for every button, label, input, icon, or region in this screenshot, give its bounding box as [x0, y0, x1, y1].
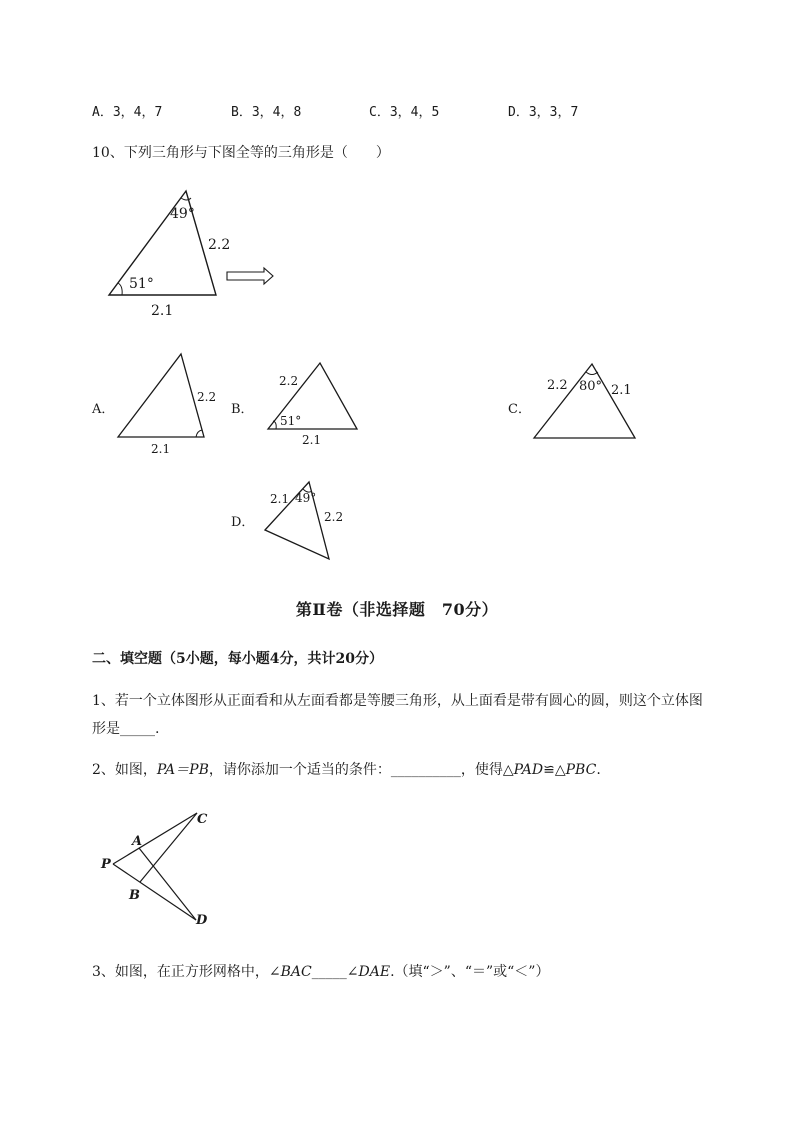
main-angle-top-arc: [181, 198, 191, 200]
choice-c-triangle: [534, 364, 635, 438]
q9-option-b: B．3，4，8: [231, 105, 302, 120]
q3-angle-1: BAC: [280, 964, 312, 980]
choice-c-side-left: 2.2: [547, 378, 568, 393]
q10-choice-b-figure: [260, 355, 370, 450]
q10-main-figure: [100, 180, 290, 325]
q3-question: [92, 961, 549, 981]
q2-prefix: 2、如图，: [92, 762, 157, 778]
q2-triangle-1: PAD: [513, 762, 544, 778]
main-angle-top-label: 49°: [170, 206, 195, 222]
q1-line1: 1、若一个立体图形从正面看和从左面看都是等腰三角形，从上面看是带有圆心的圆，则这个立体图: [92, 693, 703, 709]
q10-choice-d-figure: [258, 475, 358, 565]
q3-end: .（填“＞”、“＝”或“＜”）: [390, 964, 550, 980]
line-b-c: [140, 813, 197, 882]
q10-choice-d-label: D．: [231, 515, 255, 530]
q2-mid: ，请你添加一个适当的条件：__________，使得△: [208, 762, 514, 778]
point-p-label: P: [101, 857, 111, 872]
q3-angle-2: DAE: [358, 964, 391, 980]
choice-b-side-bottom: 2.1: [302, 433, 322, 447]
main-triangle: [109, 191, 216, 295]
choice-a-angle-arc: [196, 430, 202, 437]
q2-figure: [95, 805, 225, 935]
q2-condition: PA＝PB: [156, 762, 209, 778]
q9-option-d: D．3，3，7: [508, 105, 579, 120]
q3-prefix: 3、如图，在正方形网格中，∠: [92, 964, 281, 980]
double-arrow: [227, 268, 273, 284]
q10-choice-a-label: A．: [92, 402, 115, 417]
q2-end: .: [596, 762, 601, 778]
fill-in-section-title: 二、填空题（5小题，每小题4分，共计20分）: [92, 651, 383, 667]
q10-choice-c-label: C．: [508, 402, 531, 417]
point-c-label: C: [197, 812, 208, 827]
q10-choice-c-figure: [525, 355, 645, 445]
q9-option-c: C．3，4，5: [369, 105, 440, 120]
choice-d-angle-label: 49°: [295, 491, 317, 505]
q10-choice-a-figure: [110, 348, 230, 458]
choice-d-side-right: 2.2: [324, 510, 344, 524]
line-p-d: [113, 864, 196, 920]
part2-title: 第Ⅱ卷（非选择题 70分）: [295, 600, 499, 619]
q3-blank: _____∠: [311, 964, 359, 980]
choice-c-side-right: 2.1: [611, 383, 632, 398]
q10-question: 10、下列三角形与下图全等的三角形是（ ）: [92, 145, 390, 161]
q2-congruent: ≌△: [543, 762, 566, 778]
q1-line2: 形是_____.: [92, 721, 160, 737]
point-d-label: D: [196, 913, 208, 928]
main-angle-left-arc: [118, 283, 122, 295]
choice-b-angle-label: 51°: [280, 414, 302, 428]
point-b-label: B: [129, 888, 140, 903]
q2-triangle-2: PBC: [565, 762, 597, 778]
q9-option-a: A．3，4，7: [92, 105, 163, 120]
main-side-right-label: 2.2: [208, 237, 231, 253]
choice-a-side-right: 2.2: [197, 390, 217, 404]
choice-b-side-left: 2.2: [279, 374, 299, 388]
q2-question: [92, 759, 601, 779]
choice-c-angle-label: 80°: [579, 379, 603, 394]
line-p-c: [113, 813, 197, 864]
choice-a-side-bottom: 2.1: [151, 442, 171, 456]
line-a-d: [139, 848, 196, 920]
choice-d-side-left: 2.1: [270, 492, 290, 506]
main-angle-left-label: 51°: [129, 276, 154, 292]
q10-choice-b-label: B．: [231, 402, 254, 417]
choice-a-triangle: [118, 354, 204, 437]
point-a-label: A: [132, 834, 143, 849]
main-side-bottom-label: 2.1: [151, 303, 174, 319]
